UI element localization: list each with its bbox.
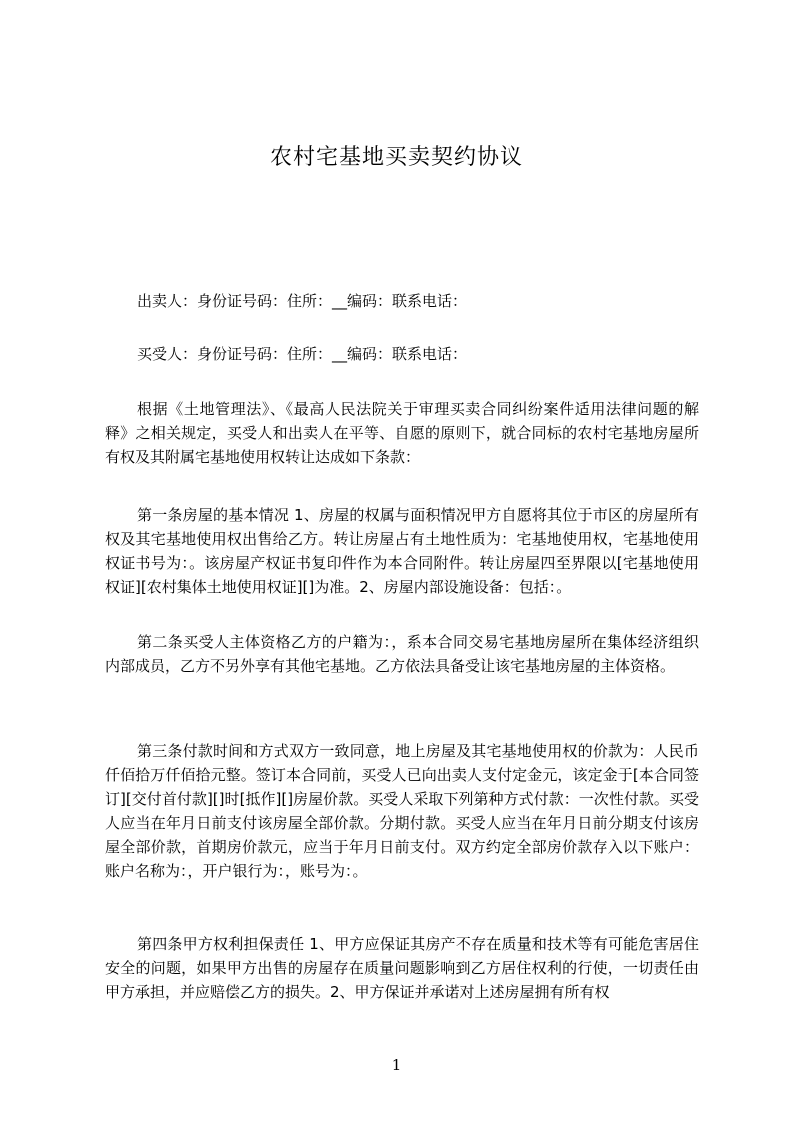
buyer-info-paragraph: 买受人：身份证号码：住所：__编码：联系电话： — [137, 345, 468, 363]
article-1-paragraph: 第一条房屋的基本情况 1、房屋的权属与面积情况甲方自愿将其位于市区的房屋所有权及其宅基地使用权出售给乙方。转让房屋占有土地性质为：宅基地使用权，宅基地使用权证书号为：。该房屋产权证书复印件作为本合同附件。转让房屋四至界限以[宅基地使用权证][农村集体土地使用权证][]为准。2、房屋内部设施设备：包括：。 — [105, 506, 699, 596]
seller-info-paragraph: 出卖人：身份证号码：住所：__编码：联系电话： — [137, 292, 468, 310]
article-3-paragraph: 第三条付款时间和方式双方一致同意，地上房屋及其宅基地使用权的价款为：人民币仟佰拾万仟佰拾元整。签订本合同前，买受人已向出卖人支付定金元，该定金于[本合同签订][交付首付款][]时[抵作][]房屋价款。买受人采取下列第种方式付款：一次性付款。买受人应当在年月日前支付该房屋全部价款。分期付款。买受人应当在年月日前分期支付该房屋全部价款，首期房价款元，应当于年月日前支付。双方约定全部房价款存入以下账户：账户名称为：，开户银行为：，账号为：。 — [105, 742, 699, 880]
page-number: 1 — [391, 1056, 402, 1074]
article-2-paragraph: 第二条买受人主体资格乙方的户籍为：，系本合同交易宅基地房屋所在集体经济组织内部成员，乙方不另外享有其他宅基地。乙方依法具备受让该宅基地房屋的主体资格。 — [105, 633, 699, 675]
article-4-paragraph: 第四条甲方权利担保责任 1、甲方应保证其房产不存在质量和技术等有可能危害居住安全的问题，如果甲方出售的房屋存在质量问题影响到乙方居住权利的行使，一切责任由甲方承担，并应赔偿乙方的损失。2、甲方保证并承诺对上述房屋拥有所有权 — [105, 935, 699, 1001]
preamble-paragraph: 根据《土地管理法》、《最高人民法院关于审理买卖合同纠纷案件适用法律问题的解释》之相关规定，买受人和出卖人在平等、自愿的原则下，就合同标的农村宅基地房屋所有权及其附属宅基地使用权转让达成如下条款： — [105, 400, 699, 466]
document-title: 农村宅基地买卖契约协议 — [269, 145, 523, 170]
